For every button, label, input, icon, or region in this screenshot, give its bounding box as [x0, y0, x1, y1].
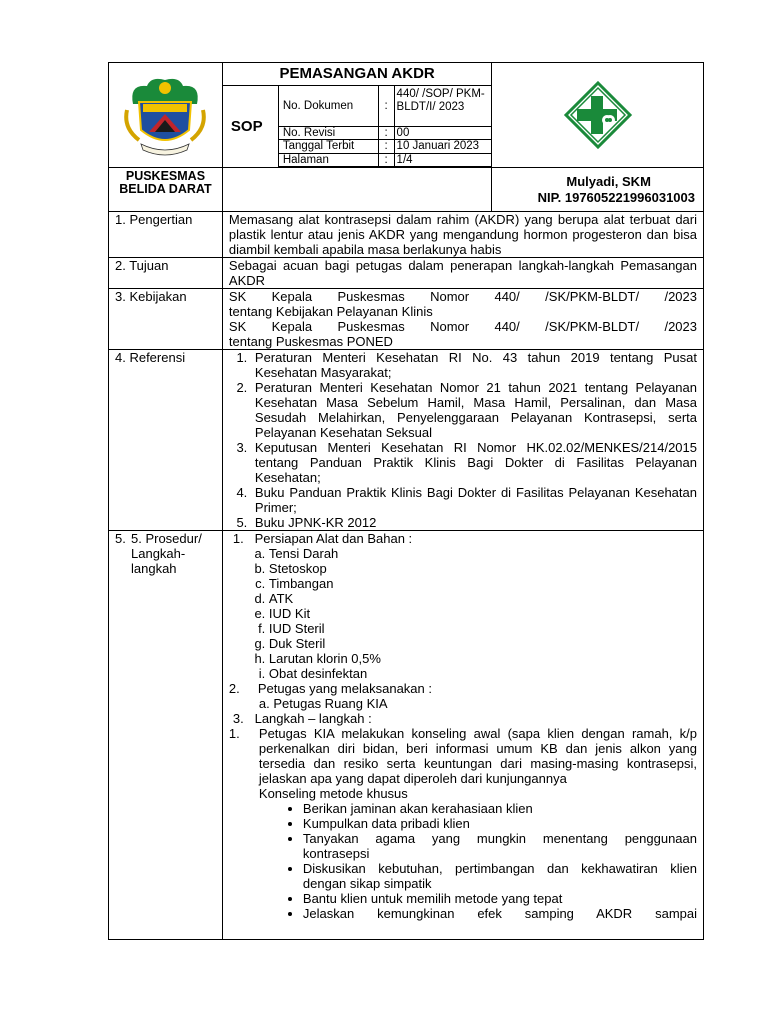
- label-tujuan: 2. Tujuan: [109, 258, 223, 289]
- list-item: g. Duk Steril: [269, 636, 697, 651]
- page-label: Halaman: [278, 153, 378, 167]
- district-emblem-icon: [119, 74, 211, 156]
- sub1-text: Petugas KIA melakukan konseling awal (sapa klien dengan ramah, k/p perkenalkan diri bidan, beri informasi umum KB dan jenis alkon yang tersedia dan resiko serta keuntungan dari masing-masing kontrasepsi, jelaskan apa yang dapat diperoleh dari kunjungannya: [258, 726, 697, 786]
- list-item: d. ATK: [269, 591, 697, 606]
- list-item: • Kumpulkan data pribadi klien: [303, 816, 697, 831]
- list-item: • Jelaskan kemungkinan efek samping AKDR sampai: [303, 906, 697, 921]
- list-item: 4. Buku Panduan Praktik Klinis Bagi Dokter di Fasilitas Pelayanan Kesehatan Primer;: [251, 485, 697, 515]
- revision-colon: :: [378, 126, 394, 140]
- list-item: i. Obat desinfektan: [269, 666, 697, 681]
- kebijakan-line-1: SK Kepala Puskesmas Nomor 440/ /SK/PKM-BLDT/ /2023: [228, 289, 697, 304]
- list-item: 1. Peraturan Menteri Kesehatan RI No. 43 tahun 2019 tentang Pusat Kesehatan Masyarakat;: [251, 350, 697, 380]
- label-pengertian: 1. Pengertian: [109, 212, 223, 258]
- label-prosedur: 5. 5. Prosedur/ Langkah-langkah: [109, 531, 223, 940]
- issued-value: 10 Januari 2023: [394, 140, 492, 154]
- sop-table: [108, 62, 704, 940]
- list-item: f. IUD Steril: [269, 621, 697, 636]
- signer-name: Mulyadi, SKM: [566, 174, 651, 189]
- org-name: PUSKESMAS BELIDA DARAT: [109, 168, 223, 212]
- revision-value: 00: [394, 126, 492, 140]
- kebijakan-line-2: tentang Kebijakan Pelayanan Klinis: [228, 304, 433, 319]
- signer-nip: NIP. 197605221996031003: [537, 190, 695, 205]
- kebijakan-line-4: tentang Puskesmas PONED: [228, 334, 393, 349]
- text-tujuan: Sebagai acuan bagi petugas dalam penerapan langkah-langkah Pemasangan AKDR: [222, 258, 703, 289]
- list-item: c. Timbangan: [269, 576, 697, 591]
- list-item: h. Larutan klorin 0,5%: [269, 651, 697, 666]
- org-logo-cell: [492, 63, 704, 168]
- page-colon: :: [378, 153, 394, 167]
- step2-item: a. Petugas Ruang KIA: [258, 696, 388, 711]
- step3-title: Langkah – langkah :: [254, 711, 372, 726]
- list-item: b. Stetoskop: [269, 561, 697, 576]
- issued-label: Tanggal Terbit: [278, 140, 378, 154]
- doc-no-label: No. Dokumen: [278, 86, 378, 127]
- konseling-bullets: [229, 801, 697, 921]
- revision-label: No. Revisi: [278, 126, 378, 140]
- document-title: PEMASANGAN AKDR: [222, 63, 491, 86]
- list-item: 2. Peraturan Menteri Kesehatan Nomor 21 tahun 2021 tentang Pelayanan Kesehatan Masa Sebelum Hamil, Masa Hamil, Persalinan, dan Masa Sesudah Melahirkan, Penyelenggaraan Pelayanan Kontrasepsi, serta Pelayanan Kesehatan Seksual: [251, 380, 697, 440]
- list-item: • Berikan jaminan akan kerahasiaan klien: [303, 801, 697, 816]
- list-item: 5. Buku JPNK-KR 2012: [251, 515, 697, 530]
- step2-title: Petugas yang melaksanakan :: [257, 681, 432, 696]
- prosedur-label-text: 5. Prosedur/ Langkah-langkah: [131, 531, 202, 576]
- prosedur-content: 1. Persiapan Alat dan Bahan : a. Tensi Darah b. Stetoskop c. Timbangan d. ATK e. IUD Kit f. IUD Steril g. Duk Steril h. Larutan klorin 0,5% i. Obat desinfektan 2. Petugas yang melaksanakan : a. Petugas Ruang KIA 3. Langkah – langkah : 1. Petugas KIA melakukan konseling awal (sapa klien dengan ramah, k/p perkenalkan diri bidan, beri informasi umum KB dan jenis alkon yang tersedia dan resiko serta keuntungan dari masing-masing kontrasepsi, jelaskan apa yang dapat diperoleh dari kunjungannya Konseling metode khusus • Berikan jaminan akan kerahasiaan klien • Kumpulkan data pribadi klien • Tanyakan agama yang mungkin menentang penggunaan kontrasepsi • Diskusikan kebutuhan, pertimbangan dan kekhawatiran klien dengan sikap simpatik • Bantu klien untuk memilih metode yang tepat • Jelaskan kemungkinan efek samping AKDR sampai: [222, 531, 703, 940]
- list-item: 3. Keputusan Menteri Kesehatan RI Nomor HK.02.02/MENKES/214/2015 tentang Panduan Praktik Klinis Bagi Dokter di Fasilitas Pelayanan Kesehatan;: [251, 440, 697, 485]
- issued-colon: :: [378, 140, 394, 154]
- district-logo-cell: [109, 63, 223, 168]
- konseling-title: Konseling metode khusus: [258, 786, 408, 801]
- kebijakan-line-3: SK Kepala Puskesmas Nomor 440/ /SK/PKM-BLDT/ /2023: [228, 319, 697, 334]
- sop-document: [108, 62, 704, 940]
- sop-label: SOP: [222, 86, 278, 168]
- list-referensi: [222, 350, 703, 531]
- label-kebijakan: 3. Kebijakan: [109, 289, 223, 350]
- list-item: e. IUD Kit: [269, 606, 697, 621]
- page-value: 1/4: [394, 153, 492, 167]
- step1-title: Persiapan Alat dan Bahan :: [254, 531, 413, 546]
- list-item: • Tanyakan agama yang mungkin menentang penggunaan kontrasepsi: [303, 831, 697, 861]
- list-item: a. Tensi Darah: [269, 546, 697, 561]
- label-referensi: 4. Referensi: [109, 350, 223, 531]
- list-item: • Diskusikan kebutuhan, pertimbangan dan kekhawatiran klien dengan sikap simpatik: [303, 861, 697, 891]
- tools-list: [229, 546, 697, 681]
- list-item: • Bantu klien untuk memilih metode yang tepat: [303, 891, 697, 906]
- text-kebijakan: [222, 289, 703, 350]
- doc-no-colon: :: [378, 86, 394, 127]
- signer-block: [492, 168, 704, 212]
- doc-no-value: 440/ /SOP/ PKM-BLDT/I/ 2023: [394, 86, 492, 127]
- text-pengertian: Memasang alat kontrasepsi dalam rahim (AKDR) yang berupa alat terbuat dari plastik lentur atau jenis AKDR yang mengandung hormon progesteron dan bisa diambil kembali apabila masa berlakunya habis: [222, 212, 703, 258]
- puskesmas-cross-logo-icon: [563, 80, 633, 150]
- blank-cell: [222, 168, 491, 212]
